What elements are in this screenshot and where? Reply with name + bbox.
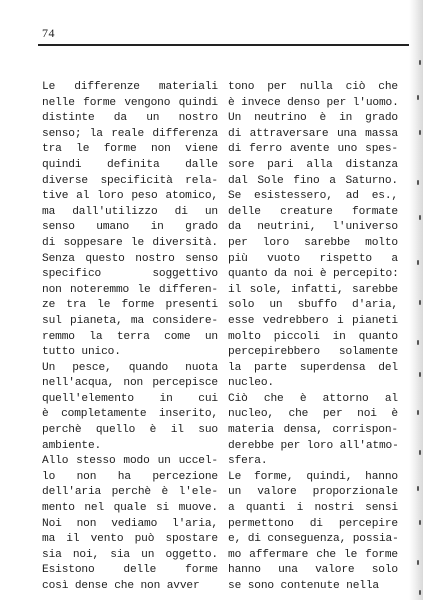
text-line: un valore proporzionale <box>228 486 398 499</box>
text-line: nelle forme vengono quindi <box>42 96 218 109</box>
text-line: tive al loro peso atomico, <box>42 190 218 203</box>
text-line: più vuoto rispetto a <box>228 252 398 265</box>
text-line: di attraversare una massa <box>228 127 398 140</box>
page-number: 74 <box>42 26 55 40</box>
text-line: per loro sarebbe molto <box>228 236 398 249</box>
text-line: quindi definita dalle <box>42 158 218 171</box>
text-line: ambiente. <box>42 439 102 452</box>
text-line: percepirebbero solamente <box>228 346 398 359</box>
text-line: quell'elemento in cui <box>42 392 218 405</box>
text-line: tra le forme non viene <box>42 143 218 156</box>
header-rule <box>38 44 418 46</box>
text-line: diverse specificità rela- <box>42 174 218 187</box>
text-line: Se esistessero, ad es., <box>228 190 398 203</box>
scan-speck <box>417 180 419 185</box>
text-line: ma il vento può spostare <box>42 533 218 546</box>
text-line: Senza questo nostro senso <box>42 252 218 265</box>
text-line: molto piccoli in quanto <box>228 330 398 343</box>
text-line: è completamente inserito, <box>42 408 218 421</box>
text-line: Ciò che è attorno al <box>228 392 398 405</box>
scan-speck <box>419 60 421 65</box>
text-line: Noi non vediamo l'aria, <box>42 517 218 530</box>
text-line: Un pesce, quando nuota <box>42 361 218 374</box>
text-line: Un neutrino è in grado <box>228 112 398 125</box>
text-column-left <box>42 80 218 595</box>
text-line: sul pianeta, ma considere- <box>42 314 218 327</box>
text-line: mo affermare che le forme <box>228 548 398 561</box>
scan-speck <box>417 260 419 265</box>
text-line: quanto da noi è percepito: <box>228 268 399 281</box>
text-line: Le differenze materiali <box>42 81 218 93</box>
text-line: tono per nulla ciò che <box>228 81 398 93</box>
text-line: il sole, infatti, sarebbe <box>228 283 398 296</box>
text-line: nucleo. <box>228 377 274 390</box>
text-line: delle creature formate <box>228 205 398 218</box>
text-line: sore pari alla distanza <box>228 158 398 171</box>
text-line: solo un sbuffo d'aria, <box>228 299 398 312</box>
text-line: non noteremmo le differen- <box>42 283 218 296</box>
text-column-right <box>228 80 398 595</box>
text-line: permettono di percepire <box>228 517 398 530</box>
scan-speck <box>417 340 419 345</box>
scan-speck <box>419 300 421 305</box>
text-line: dell'aria perchè è l'ele- <box>42 486 218 499</box>
text-line: Allo stesso modo un uccel- <box>42 455 218 468</box>
text-line: hanno una valore solo <box>228 564 398 577</box>
text-line: senso; la reale differenza <box>42 127 218 140</box>
text-line: specifico soggettivo <box>42 268 218 281</box>
text-line: e, di conseguenza, possia- <box>228 533 399 546</box>
scan-speck <box>419 215 421 220</box>
text-line: a quanti i nostri sensi <box>228 502 398 515</box>
text-line: dal Sole fino a Saturno. <box>228 174 398 187</box>
text-line: Le forme, quindi, hanno <box>228 470 398 483</box>
text-line: sfera. <box>228 455 268 468</box>
text-line: sia noi, sia un oggetto. <box>42 548 218 561</box>
text-line: remmo la terra come un <box>42 330 218 343</box>
text-line: da neutrini, l'universo <box>228 221 398 234</box>
text-line: è invece denso per l'uomo. <box>228 96 399 109</box>
scan-speck <box>419 372 421 377</box>
text-line: esse vedrebbero i pianeti <box>228 314 398 327</box>
scan-speck <box>417 486 419 491</box>
text-line: perchè quello è il suo <box>42 424 218 437</box>
text-line: così dense che non avver <box>42 580 200 592</box>
text-line: mento nel quale si muove. <box>42 502 218 515</box>
page-binding-edge <box>409 0 423 600</box>
text-line: materia densa, corrispon- <box>228 424 398 437</box>
text-line: ze tra le forme presenti <box>42 299 218 312</box>
text-line: distinte da un nostro <box>42 112 218 125</box>
text-line: senso umano in grado <box>42 221 218 234</box>
scan-speck <box>417 410 419 415</box>
scan-speck <box>419 590 421 595</box>
text-line: nucleo, che per noi è <box>228 408 398 421</box>
scan-speck <box>417 560 419 565</box>
text-line: tutto unico. <box>42 346 121 359</box>
scan-speck <box>419 520 421 525</box>
text-line: se sono contenute nella <box>228 580 379 592</box>
scan-speck <box>419 450 421 455</box>
text-line: Esistono delle forme <box>42 564 218 577</box>
text-line: derebbe per loro all'atmo- <box>228 439 399 452</box>
text-line: lo non ha percezione <box>42 470 218 483</box>
text-line: nell'acqua, non percepisce <box>42 377 218 390</box>
text-line: di ferro avente uno spes- <box>228 143 398 156</box>
text-line: ma dall'utilizzo di un <box>42 205 218 218</box>
scan-speck <box>417 95 419 100</box>
text-line: di soppesare le diversità. <box>42 236 218 249</box>
scan-speck <box>419 130 421 135</box>
text-line: la parte superdensa del <box>228 361 398 374</box>
